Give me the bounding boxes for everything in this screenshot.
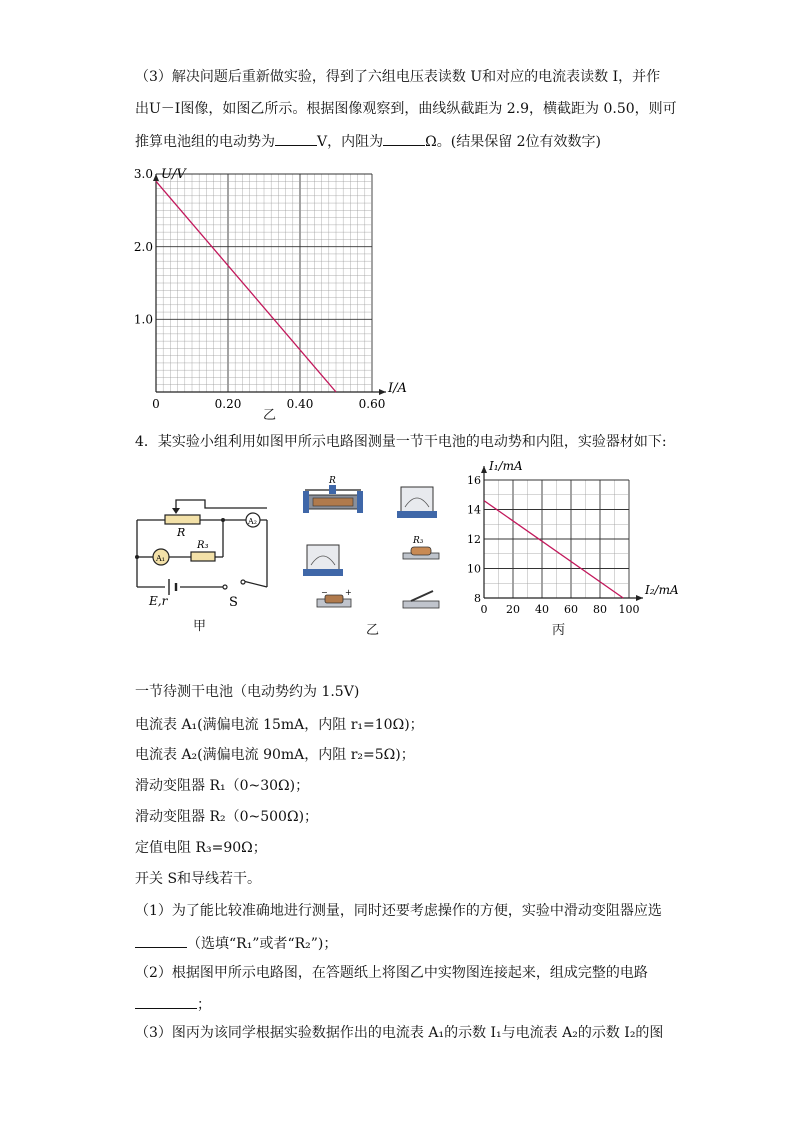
- sub-question-2-b: ；: [197, 997, 211, 1013]
- q4-intro: 4．某实验小组利用如图甲所示电路图测量一节干电池的电动势和内阻，实验器材如下:: [135, 434, 667, 450]
- x-axis-arrow: [636, 595, 643, 601]
- x-tick-label: 60: [564, 603, 578, 616]
- apparatus-caption: 乙: [366, 623, 380, 638]
- q3-line-3-a: 推算电池组的电动势为: [135, 134, 275, 150]
- svg-text:−: −: [321, 588, 328, 597]
- resistor-r3-symbol: [191, 552, 215, 561]
- ammeter-device-icon-2: [303, 545, 343, 576]
- q3-line-2: 出U－I图像，如图乙所示。根据图像观察到，曲线纵截距为 2.9，横截距为 0.50，则可: [135, 101, 677, 117]
- q3-line-3-c: Ω。(结果保留 2位有效数字): [425, 134, 602, 150]
- x-tick-label: 80: [593, 603, 607, 616]
- equipment-item-6: 定值电阻 R₃=90Ω；: [135, 840, 267, 856]
- answer-blank-resistance[interactable]: [383, 131, 425, 146]
- i1-i2-graph-chart: [460, 459, 679, 620]
- apparatus-illustration: [295, 475, 455, 620]
- sub-question-3: （3）图丙为该同学根据实验数据作出的电流表 A₁的示数 I₁与电流表 A₂的示数 I₂的图: [135, 1025, 664, 1041]
- y-axis-arrow: [481, 466, 487, 473]
- equipment-item-3: 电流表 A₂(满偏电流 90mA，内阻 r₂=5Ω)；: [135, 747, 415, 763]
- circuit-label-switch: S: [229, 595, 238, 610]
- y-tick-label: 10: [467, 562, 481, 576]
- svg-text:+: +: [345, 588, 352, 597]
- y-axis-label: U/V: [161, 167, 186, 182]
- x-tick-label: 0: [480, 603, 488, 616]
- y-axis-label: I₁/mA: [489, 459, 523, 473]
- circuit-label-r3: R₃: [197, 540, 209, 551]
- circuit-label-source: E,r: [149, 594, 168, 608]
- x-tick-label: 0.20: [214, 397, 242, 411]
- chart-2-caption: 丙: [552, 623, 566, 638]
- battery-symbol: [169, 579, 176, 595]
- x-tick-label: 40: [535, 603, 549, 616]
- equipment-item-1: 一节待测干电池（电动势约为 1.5V): [135, 684, 360, 700]
- circuit-caption: 甲: [193, 619, 207, 634]
- equipment-item-7: 开关 S和导线若干。: [135, 871, 262, 887]
- answer-blank-circuit[interactable]: [135, 994, 197, 1009]
- x-tick-label: 100: [618, 603, 640, 616]
- sub-question-2-cont: [135, 994, 211, 1014]
- x-tick-label: 0.60: [358, 397, 386, 411]
- sub-question-1-b: （选填“R₁”或者“R₂”)；: [187, 936, 338, 952]
- ui-graph-chart: [125, 155, 425, 425]
- sub-question-2: （2）根据图甲所示电路图，在答题纸上将图乙中实物图连接起来，组成完整的电路: [135, 965, 648, 981]
- circuit-label-r: R: [177, 526, 186, 539]
- y-tick-label: 16: [467, 473, 481, 487]
- sub-question-1: （1）为了能比较准确地进行测量，同时还要考虑操作的方便，实验中滑动变阻器应选: [135, 903, 662, 919]
- y-tick-label: 1.0: [133, 312, 153, 327]
- circuit-label-a1: A₁: [156, 554, 165, 563]
- switch-symbol: [223, 585, 227, 589]
- x-tick-label: 0: [152, 397, 160, 411]
- y-tick-label: 3.0: [133, 167, 153, 182]
- switch-device-icon: [403, 591, 439, 608]
- equipment-item-5: 滑动变阻器 R₂（0~500Ω)；: [135, 809, 319, 825]
- x-tick-label: 0.40: [286, 397, 314, 411]
- battery-device-icon: [317, 588, 352, 607]
- rheostat-device-icon: [303, 476, 363, 513]
- answer-blank-rheostat[interactable]: [135, 933, 187, 948]
- apparatus-label-r: R: [329, 476, 336, 486]
- q3-line-3: [135, 131, 601, 151]
- circuit-label-a2: A₂: [248, 517, 257, 526]
- x-axis-label: I₂/mA: [645, 583, 679, 597]
- answer-blank-emf[interactable]: [275, 131, 317, 146]
- apparatus-label-r3: R₃: [413, 536, 424, 546]
- x-tick-label: 20: [506, 603, 520, 616]
- sub-question-1-cont: [135, 933, 337, 953]
- rheostat-r-symbol: [165, 515, 200, 524]
- y-tick-label: 14: [467, 503, 481, 517]
- y-tick-label: 12: [467, 532, 481, 546]
- resistor-device-icon: [403, 536, 439, 559]
- y-tick-label: 2.0: [133, 239, 153, 254]
- circuit-diagram: [125, 485, 285, 610]
- x-axis-arrow: [379, 389, 386, 395]
- equipment-item-4: 滑动变阻器 R₁（0~30Ω)；: [135, 778, 310, 794]
- y-tick-label: 8: [474, 591, 481, 605]
- x-axis-label: I/A: [388, 381, 407, 396]
- chart-1-caption: 乙: [263, 408, 277, 423]
- q3-line-3-b: V，内阻为: [317, 134, 384, 150]
- equipment-item-2: 电流表 A₁(满偏电流 15mA，内阻 r₁=10Ω)；: [135, 717, 424, 733]
- ammeter-device-icon-1: [397, 487, 437, 518]
- q3-line-1: （3）解决问题后重新做实验，得到了六组电压表读数 U和对应的电流表读数 I，并作: [135, 69, 661, 85]
